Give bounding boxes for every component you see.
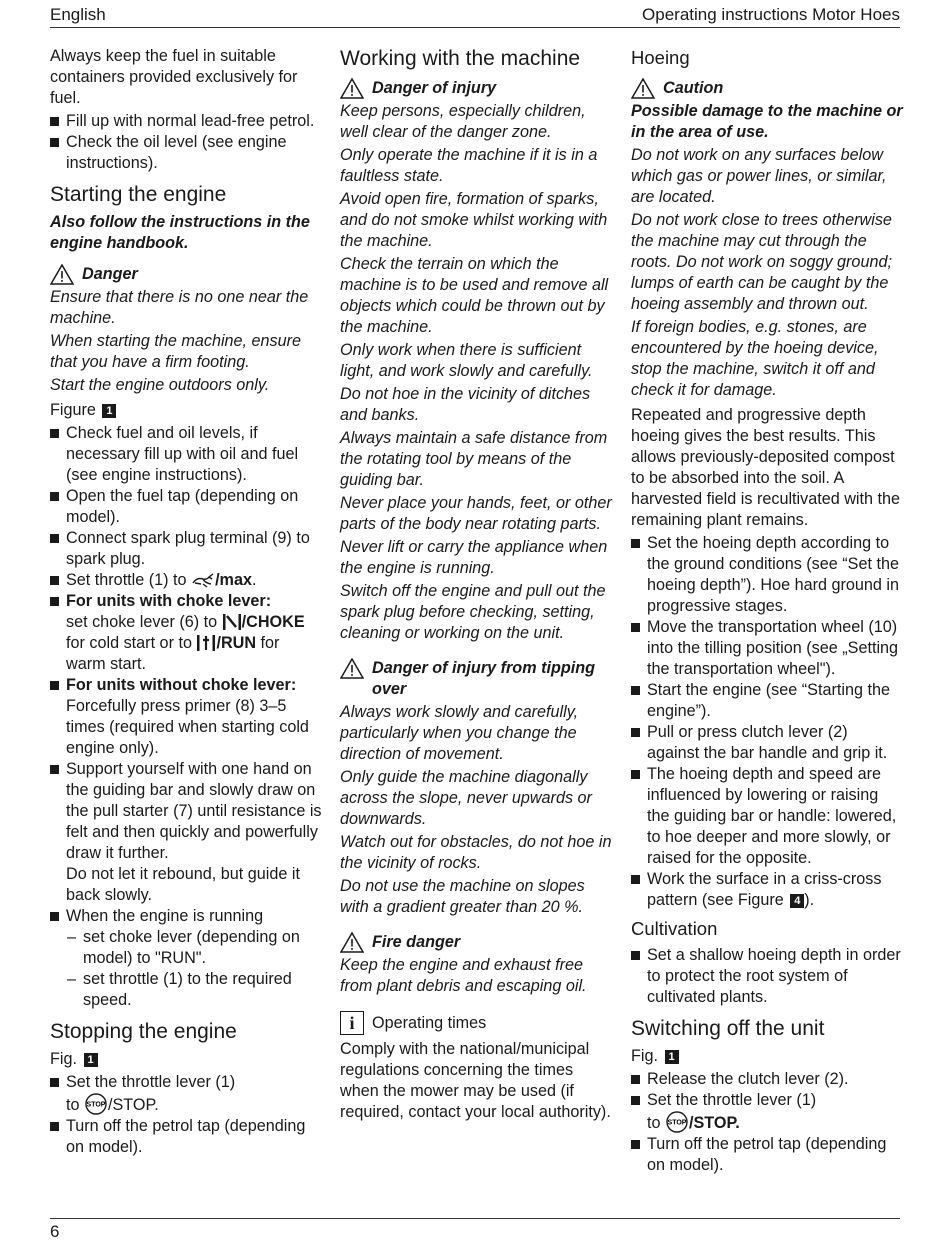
list-item: Turn off the petrol tap (depending on model). <box>50 1116 322 1158</box>
list-item: Connect spark plug terminal (9) to spark plug. <box>50 528 322 570</box>
fuel-intro: Always keep the fuel in suitable containers provided exclusively for fuel. <box>50 47 298 107</box>
stopping-heading: Stopping the engine <box>50 1020 237 1043</box>
tipping-label: Danger of injury from tipping over <box>372 659 596 698</box>
warning-icon <box>631 78 655 99</box>
figure-ref <box>631 1046 903 1067</box>
list-item: Set a shallow hoeing depth in order to protect the root system of cultivated plants. <box>631 945 903 1008</box>
figure-label: Figure <box>50 401 96 419</box>
sub-list-item: – set choke lever (depending on model) to "RUN". <box>66 927 322 969</box>
list-item: Turn off the petrol tap (depending on model). <box>631 1134 903 1176</box>
figure-label: Fig. <box>631 1047 658 1065</box>
step-text: Support yourself with one hand on the guiding bar and slowly draw on the pull starter (7) until resistance is felt and then quickly and powerfully draw it further. <box>66 760 322 862</box>
tipping-line: Only guide the machine diagonally across the slope, never upwards or downwards. <box>340 768 592 828</box>
injury-line: Keep persons, especially children, well clear of the danger zone. <box>340 102 586 141</box>
page-header <box>50 2 900 28</box>
injury-line: Do not hoe in the vicinity of ditches and banks. <box>340 385 591 424</box>
list-item: Check the oil level (see engine instructions). <box>50 132 322 174</box>
figure-ref <box>50 1049 322 1070</box>
list-item <box>50 570 322 591</box>
caution-warning <box>631 78 903 99</box>
column-right <box>631 46 903 1176</box>
step-text: Set the throttle lever (1) <box>647 1091 817 1109</box>
choke-label: /CHOKE <box>241 613 305 631</box>
figure-label: Fig. <box>50 1050 77 1068</box>
caution-line: Do not work close to trees otherwise the machine may cut through the roots. Do not work on soggy ground; lumps of earth can be caught by the hoeing assembly and thrown out. <box>631 211 892 313</box>
caution-line: If foreign bodies, e.g. stones, are encountered by the hoeing device, stop the machine, switch it off and check it for damage. <box>631 318 879 399</box>
injury-line: Only work when there is sufficient light, and work slowly and carefully. <box>340 341 593 380</box>
figure-number-badge: 1 <box>84 1053 98 1067</box>
step-text: When the engine is running <box>66 907 264 925</box>
warning-icon <box>340 658 364 679</box>
caution-label: Caution <box>663 79 724 97</box>
step-text: for cold start or to <box>66 634 192 652</box>
injury-line: Always maintain a safe distance from the rotating tool by means of the guiding bar. <box>340 429 608 489</box>
list-item: Fill up with normal lead-free petrol. <box>50 111 322 132</box>
list-item <box>631 1090 903 1134</box>
step-text: Work the surface in a criss-cross pattern (see Figure <box>647 870 882 909</box>
document-title: Operating instructions Motor Hoes <box>642 5 900 24</box>
fuel-list <box>50 111 322 174</box>
warning-icon <box>50 264 74 285</box>
stop-label: /STOP. <box>689 1114 740 1132</box>
figure-number-badge: 4 <box>790 894 804 908</box>
danger-line: Ensure that there is no one near the machine. <box>50 288 309 327</box>
starting-note: Also follow the instructions in the engine handbook. <box>50 213 310 252</box>
column-middle <box>340 46 612 1125</box>
run-label: /RUN <box>216 634 257 652</box>
hoeing-body: Repeated and progressive depth hoeing gives the best results. This allows previously-deposited compost to be absorbed into the soil. A harvested field is recultivated with the remaining plant remains. <box>631 406 901 529</box>
tipping-line: Always work slowly and carefully, particularly when you change the direction of movement. <box>340 703 579 763</box>
stopping-steps <box>50 1072 322 1158</box>
working-heading: Working with the machine <box>340 47 581 70</box>
step-text: Do not let it rebound, but guide it back slowly. <box>66 865 300 904</box>
list-item: Set the hoeing depth according to the ground conditions (see “Set the hoeing depth”). Hoe hard ground in progressive stages. <box>631 533 903 617</box>
warning-icon <box>340 932 364 953</box>
injury-line: Check the terrain on which the machine is to be used and remove all objects which could be thrown out by the machine. <box>340 255 609 336</box>
list-item <box>50 906 322 1011</box>
list-item <box>50 675 322 759</box>
list-item: The hoeing depth and speed are influenced by lowering or raising the guiding bar or handle: lowered, to hoe deeper and more slowly, or raised for the opposite. <box>631 764 903 869</box>
injury-label: Danger of injury <box>372 79 497 97</box>
step-text: to <box>66 1096 80 1114</box>
step-text: to <box>647 1114 661 1132</box>
svg-text:STOP: STOP <box>86 1101 106 1109</box>
step-text: /STOP. <box>108 1096 159 1114</box>
column-left <box>50 46 322 1158</box>
injury-line: Avoid open fire, formation of sparks, and do not smoke whilst working with the machine. <box>340 190 608 250</box>
page-number: 6 <box>50 1222 60 1241</box>
sub-list <box>66 927 322 1011</box>
list-item: Move the transportation wheel (10) into the tilling position (see „Setting the transportation wheel"). <box>631 617 903 680</box>
list-item: Start the engine (see “Starting the engine”). <box>631 680 903 722</box>
step-text: Set throttle (1) to <box>66 571 187 589</box>
no-choke-title: For units without choke lever: <box>66 676 297 694</box>
danger-line: Start the engine outdoors only. <box>50 376 270 394</box>
stop-icon <box>666 1111 688 1133</box>
injury-line: Never place your hands, feet, or other parts of the body near rotating parts. <box>340 494 612 533</box>
tipping-line: Do not use the machine on slopes with a gradient greater than 20 %. <box>340 877 585 916</box>
step-text: Forcefully press primer (8) 3–5 times (required when starting cold engine only). <box>66 697 309 757</box>
caution-bold: Possible damage to the machine or in the area of use. <box>631 102 903 141</box>
tipping-line: Watch out for obstacles, do not hoe in the vicinity of rocks. <box>340 833 612 872</box>
cultivation-list <box>631 945 903 1008</box>
list-item <box>50 1072 322 1116</box>
step-text: ). <box>804 891 815 909</box>
step-text: for warm start. <box>66 634 280 673</box>
injury-line: Only operate the machine if it is in a faultless state. <box>340 146 598 185</box>
list-item: Release the clutch lever (2). <box>631 1069 903 1090</box>
injury-line: Never lift or carry the appliance when the engine is running. <box>340 538 608 577</box>
caution-line: Do not work on any surfaces below which gas or power lines, or similar, are located. <box>631 146 887 206</box>
step-text: Set the throttle lever (1) <box>66 1073 236 1091</box>
step-text: set choke lever (6) to <box>66 613 218 631</box>
list-item: Check fuel and oil levels, if necessary fill up with oil and fuel (see engine instructions). <box>50 423 322 486</box>
choke-icon <box>222 613 242 631</box>
fire-warning <box>340 932 612 953</box>
operating-times-label: Operating times <box>372 1013 487 1032</box>
list-item <box>50 759 322 906</box>
list-item <box>50 591 322 675</box>
figure-number-badge: 1 <box>102 404 116 418</box>
stop-icon <box>85 1093 107 1115</box>
danger-warning <box>50 264 322 285</box>
figure-number-badge: 1 <box>665 1050 679 1064</box>
starting-heading: Starting the engine <box>50 183 227 206</box>
list-item: Pull or press clutch lever (2) against the bar handle and grip it. <box>631 722 903 764</box>
injury-line: Switch off the engine and pull out the spark plug before checking, setting, cleaning or working on the unit. <box>340 582 606 642</box>
starting-steps <box>50 423 322 1011</box>
step-end: . <box>251 571 257 589</box>
language-label: English <box>50 5 106 24</box>
switching-off-steps <box>631 1069 903 1176</box>
max-label: /max <box>215 571 252 589</box>
warning-icon <box>340 78 364 99</box>
hoeing-steps <box>631 533 903 911</box>
info-icon: i <box>340 1011 364 1035</box>
hare-icon <box>191 571 215 589</box>
operating-times-text: Comply with the national/municipal regulations concerning the times when the mower may be used (if required, contact your local authority). <box>340 1040 611 1121</box>
hoeing-heading: Hoeing <box>631 47 690 68</box>
injury-warning <box>340 78 612 99</box>
sub-list-item: – set throttle (1) to the required speed. <box>66 969 322 1011</box>
tipping-warning <box>340 658 612 700</box>
run-icon <box>196 634 216 652</box>
danger-label: Danger <box>82 265 138 283</box>
figure-ref <box>50 400 322 421</box>
svg-text:STOP: STOP <box>667 1119 687 1127</box>
danger-line: When starting the machine, ensure that you have a firm footing. <box>50 332 302 371</box>
cultivation-heading: Cultivation <box>631 918 718 939</box>
operating-times-note <box>340 1011 612 1035</box>
choke-units-title: For units with choke lever: <box>66 592 272 610</box>
switching-off-heading: Switching off the unit <box>631 1017 825 1040</box>
footer-divider <box>50 1218 900 1219</box>
list-item: Open the fuel tap (depending on model). <box>50 486 322 528</box>
fire-line: Keep the engine and exhaust free from plant debris and escaping oil. <box>340 956 587 995</box>
fire-label: Fire danger <box>372 933 461 951</box>
list-item <box>631 869 903 911</box>
